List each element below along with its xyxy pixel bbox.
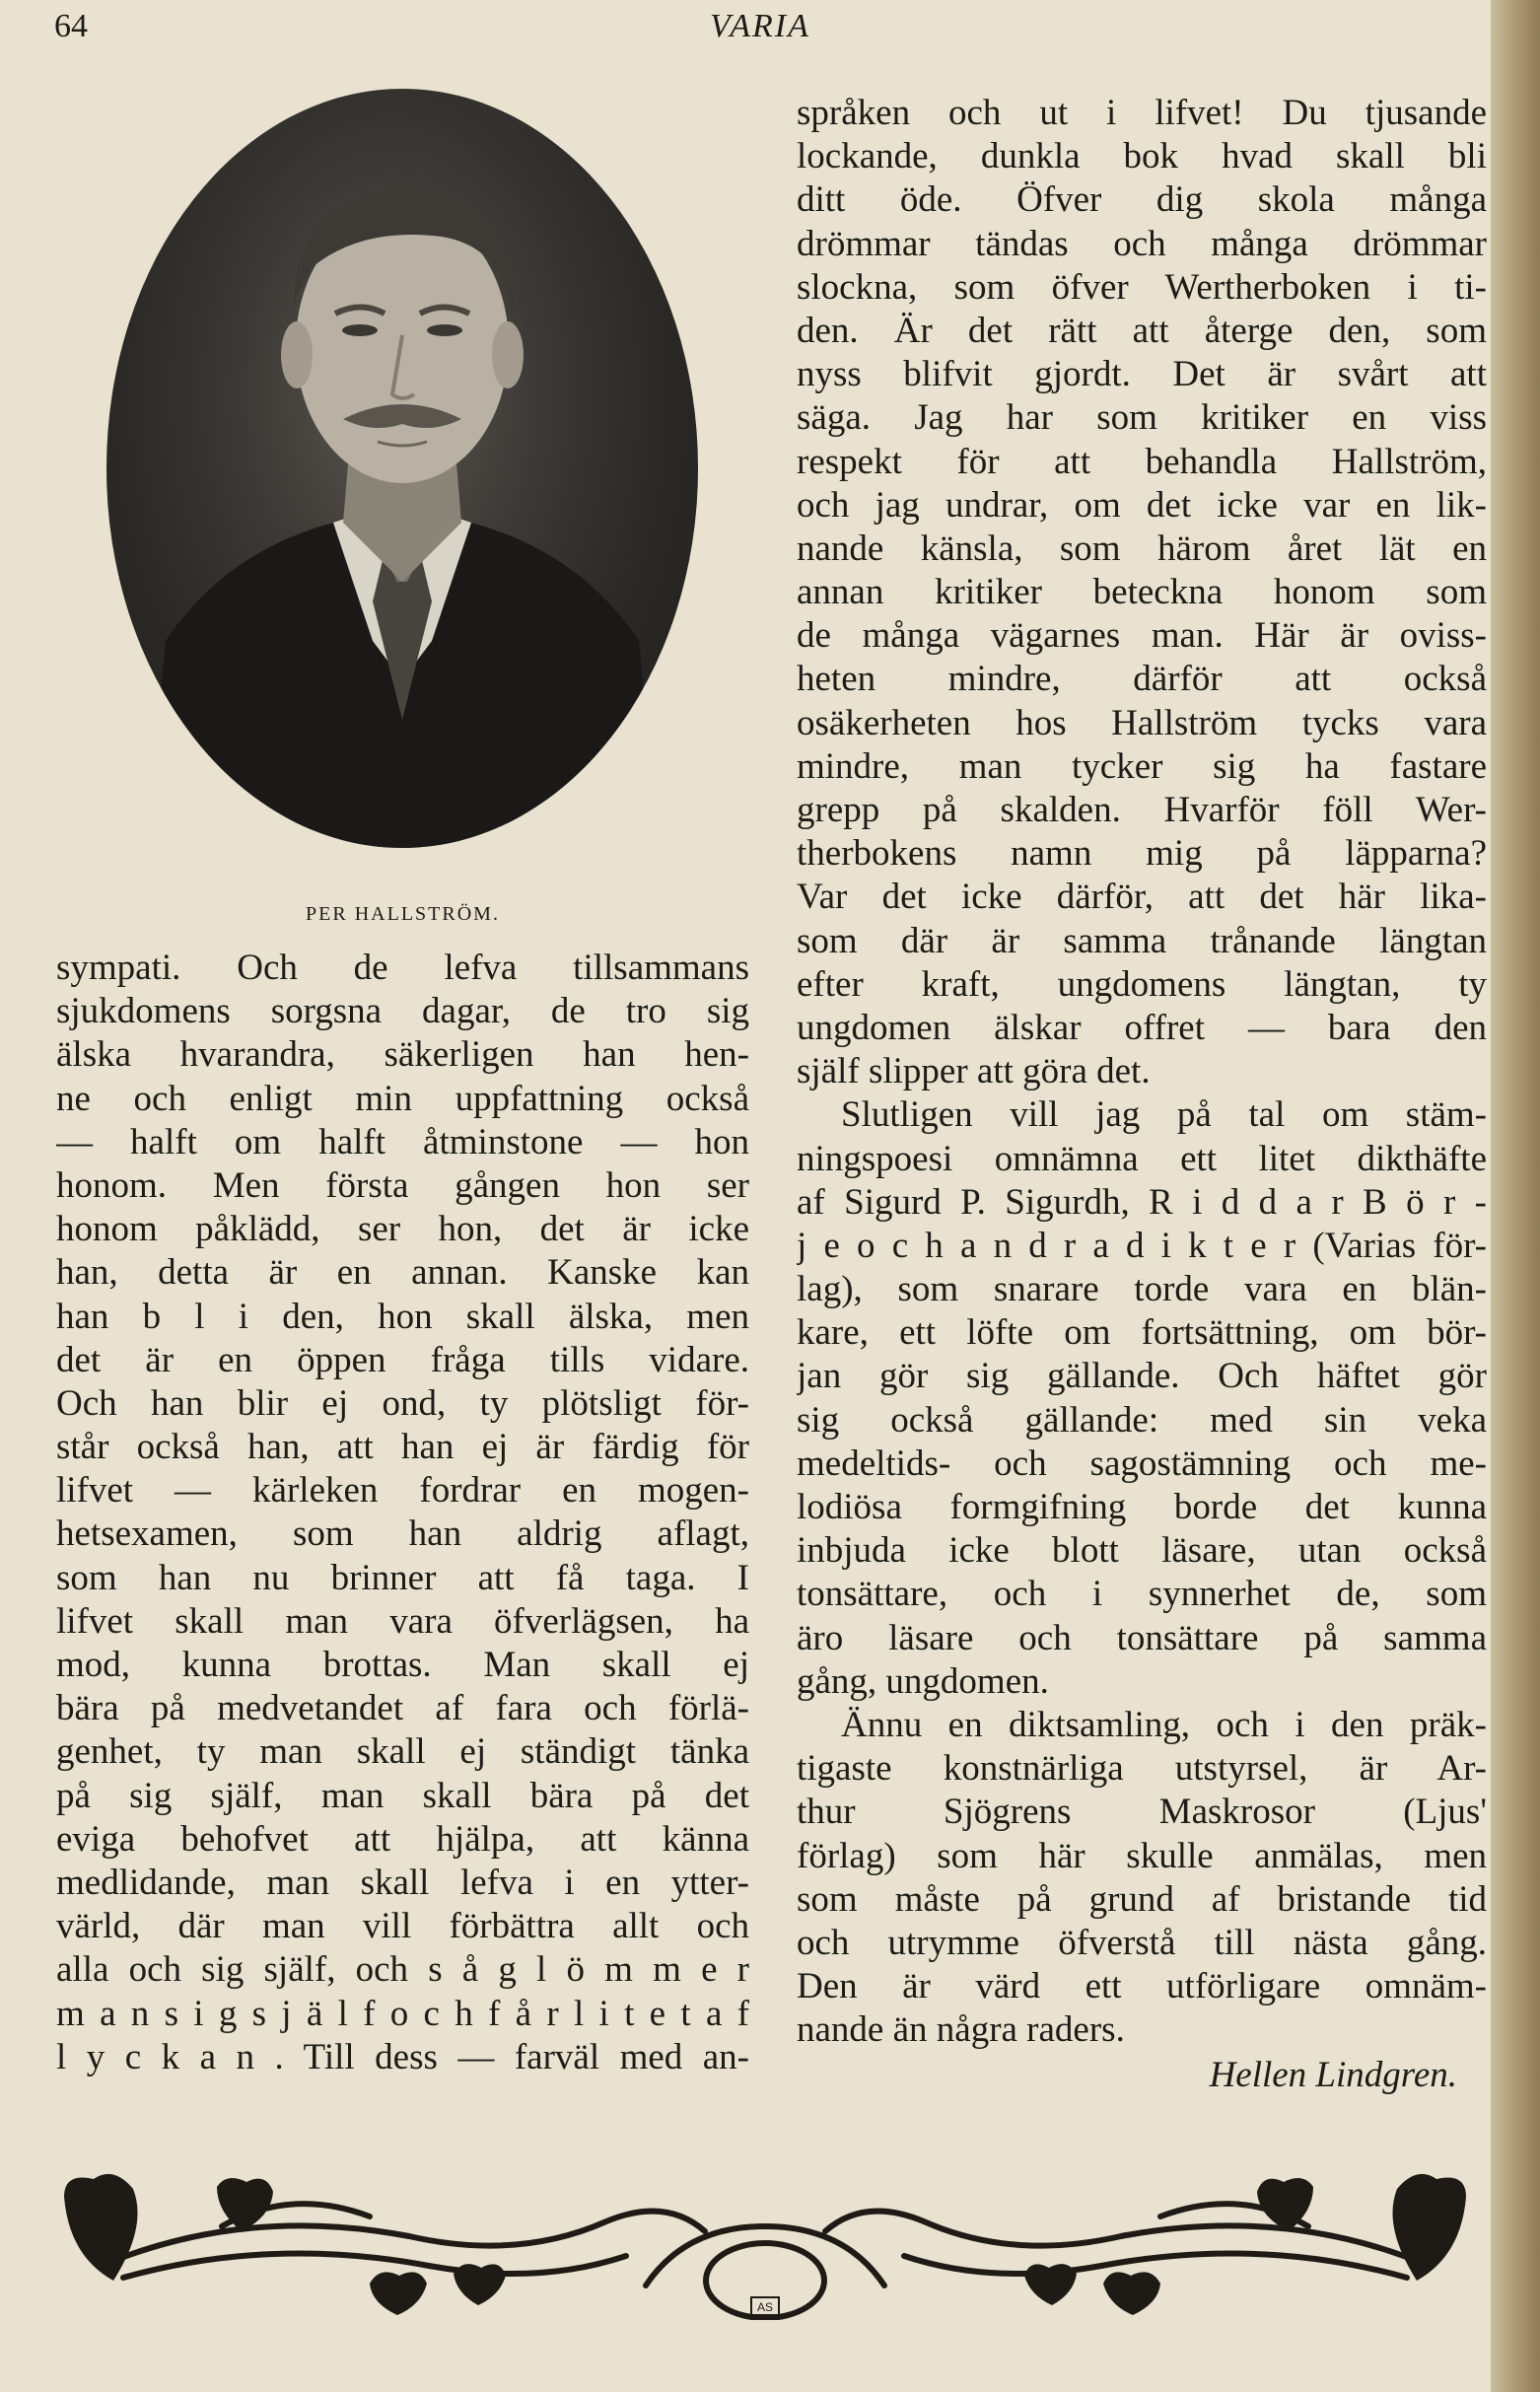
decorative-vignette bbox=[54, 2167, 1476, 2320]
text-line: sig också gällande: med sin veka bbox=[797, 1399, 1487, 1441]
text-line: nande känsla, som härom året lät en bbox=[797, 528, 1487, 569]
text-line: heten mindre, därför att också bbox=[797, 659, 1487, 700]
text-line: språken och ut i lifvet! Du tjusande bbox=[797, 93, 1487, 133]
running-head bbox=[54, 8, 1474, 51]
text-line: Var det icke därför, att det här lika- bbox=[797, 877, 1487, 918]
paragraph-1 bbox=[797, 92, 1487, 1093]
text-line: honom påklädd, ser hon, det är icke bbox=[56, 1209, 749, 1250]
text-line: lifvet skall man vara öfverlägsen, ha bbox=[56, 1600, 749, 1642]
portrait-photo bbox=[106, 89, 698, 848]
paragraph-2 bbox=[797, 1093, 1487, 1704]
text-line: nyss blifvit gjordt. Det är svårt att bbox=[797, 354, 1487, 395]
text-line: och utrymme öfverstå till nästa gång. bbox=[797, 1922, 1487, 1963]
text-line: m a n s i g s j ä l f o c h f å r l i t e t a f bbox=[56, 1993, 749, 2034]
text-line: — halft om halft åtminstone — hon bbox=[56, 1121, 749, 1162]
text-line: på sig själf, man skall bära på det bbox=[56, 1775, 749, 1816]
text-line: ne och enligt min uppfattning också bbox=[56, 1078, 749, 1119]
text-line: sjukdomens sorgsna dagar, de tro sig bbox=[56, 991, 749, 1032]
portrait-illustration bbox=[106, 89, 698, 848]
figure bbox=[56, 79, 749, 947]
text-line: genhet, ty man skall ej ständigt tänka bbox=[56, 1731, 749, 1773]
text-line: ditt öde. Öfver dig skola många bbox=[797, 179, 1487, 221]
text-line: Och han blir ej ond, ty plötsligt för- bbox=[56, 1382, 749, 1424]
left-body-text bbox=[56, 947, 749, 2079]
text-line: som han nu brinner att få taga. I bbox=[56, 1557, 749, 1598]
text-line: drömmar tändas och många drömmar bbox=[797, 223, 1487, 264]
text-line: thur Sjögrens Maskrosor (Ljus' bbox=[797, 1792, 1487, 1833]
text-line: själf slipper att göra det. bbox=[797, 1051, 1151, 1092]
text-line: säga. Jag har som kritiker en viss bbox=[797, 397, 1487, 439]
text-line: lag), som snarare torde vara en blän- bbox=[797, 1269, 1487, 1310]
text-line: äro läsare och tonsättare på samma bbox=[797, 1617, 1487, 1658]
text-line: lockande, dunkla bok hvad skall bli bbox=[797, 136, 1487, 177]
text-line: annan kritiker beteckna honom som bbox=[797, 572, 1487, 613]
text-line: jan gör sig gällande. Och häftet gör bbox=[797, 1356, 1487, 1397]
text-line: osäkerheten hos Hallström tycks vara bbox=[797, 702, 1487, 743]
text-line: therbokens namn mig på läpparna? bbox=[797, 833, 1487, 875]
text-line: honom. Men första gången hon ser bbox=[56, 1164, 749, 1206]
right-column bbox=[797, 92, 1487, 2097]
text-line: respekt för att behandla Hallström, bbox=[797, 441, 1487, 482]
text-line: förlag) som här skulle anmälas, men bbox=[797, 1835, 1487, 1876]
text-line: ningspoesi omnämna ett litet dikthäfte bbox=[797, 1138, 1487, 1179]
text-line: medeltids- och sagostämning och me- bbox=[797, 1442, 1487, 1484]
page-edge bbox=[1491, 0, 1540, 2392]
text-line: j e o c h a n d r a d i k t e r (Varias för- bbox=[797, 1225, 1487, 1266]
text-line: tigaste konstnärliga utstyrsel, är Ar- bbox=[797, 1748, 1487, 1790]
text-line: mod, kunna brottas. Man skall ej bbox=[56, 1645, 749, 1685]
text-line: Slutligen vill jag på tal om stäm- bbox=[841, 1094, 1487, 1136]
text-line: de många vägarnes man. Här är oviss- bbox=[797, 615, 1487, 657]
text-line: lodiösa formgifning borde det kunna bbox=[797, 1487, 1487, 1527]
monogram-text: AS bbox=[756, 2300, 774, 2314]
author-signature: Hellen Lindgren. bbox=[1209, 2055, 1457, 2096]
page-number: 64 bbox=[54, 8, 88, 44]
text-line: Ännu en diktsamling, och i den präk- bbox=[841, 1704, 1487, 1745]
left-column bbox=[56, 79, 749, 2079]
text-line: kare, ett löfte om fortsättning, om bör- bbox=[797, 1312, 1487, 1354]
text-line: Den är värd ett utförligare omnäm- bbox=[797, 1966, 1487, 2007]
paragraph-3 bbox=[797, 1704, 1487, 2053]
running-title: VARIA bbox=[710, 8, 810, 44]
text-line: som måste på grund af bristande tid bbox=[797, 1878, 1487, 1920]
text-line: värld, där man vill förbättra allt och bbox=[56, 1906, 749, 1947]
text-line: som där är samma trånande längtan bbox=[797, 920, 1487, 961]
text-line: inbjuda icke blott läsare, utan också bbox=[797, 1530, 1487, 1572]
text-line: den. Är det rätt att återge den, som bbox=[797, 310, 1487, 351]
text-line: eviga behofvet att hjälpa, att känna bbox=[56, 1818, 749, 1860]
text-line: och jag undrar, om det icke var en lik- bbox=[797, 484, 1487, 526]
vignette-illustration bbox=[54, 2167, 1476, 2320]
text-line: slockna, som öfver Wertherboken i ti- bbox=[797, 266, 1487, 308]
text-line: nande än några raders. bbox=[797, 2009, 1125, 2051]
text-line: det är en öppen fråga tills vidare. bbox=[56, 1339, 749, 1380]
text-line: hetsexamen, som han aldrig aflagt, bbox=[56, 1513, 749, 1555]
text-line: han b l i den, hon skall älska, men bbox=[56, 1296, 749, 1337]
text-line: ungdomen älskar offret — bara den bbox=[797, 1007, 1487, 1048]
figure-caption: PER HALLSTRÖM. bbox=[306, 903, 500, 925]
text-line: grepp på skalden. Hvarför föll Wer- bbox=[797, 790, 1487, 830]
text-line: lifvet — kärleken fordrar en mogen- bbox=[56, 1470, 749, 1512]
text-line: sympati. Och de lefva tillsammans bbox=[56, 948, 749, 988]
text-line: efter kraft, ungdomens längtan, ty bbox=[797, 963, 1487, 1005]
text-line: står också han, att han ej är färdig för bbox=[56, 1427, 749, 1468]
text-line: alla och sig själf, och s å g l ö m m e r bbox=[56, 1949, 749, 1991]
text-line: älska hvarandra, säkerligen han hen- bbox=[56, 1034, 749, 1076]
text-line: medlidande, man skall lefva i en ytter- bbox=[56, 1862, 749, 1903]
text-line: gång, ungdomen. bbox=[797, 1660, 1049, 1702]
text-line: bära på medvetandet af fara och förlä- bbox=[56, 1688, 749, 1729]
text-line: mindre, man tycker sig ha fastare bbox=[797, 745, 1487, 787]
text-line: af Sigurd P. Sigurdh, R i d d a r B ö r - bbox=[797, 1181, 1487, 1223]
text-line: l y c k a n . Till dess — farväl med an- bbox=[56, 2036, 749, 2077]
text-line: han, detta är en annan. Kanske kan bbox=[56, 1252, 749, 1294]
text-line: tonsättare, och i synnerhet de, som bbox=[797, 1574, 1487, 1615]
